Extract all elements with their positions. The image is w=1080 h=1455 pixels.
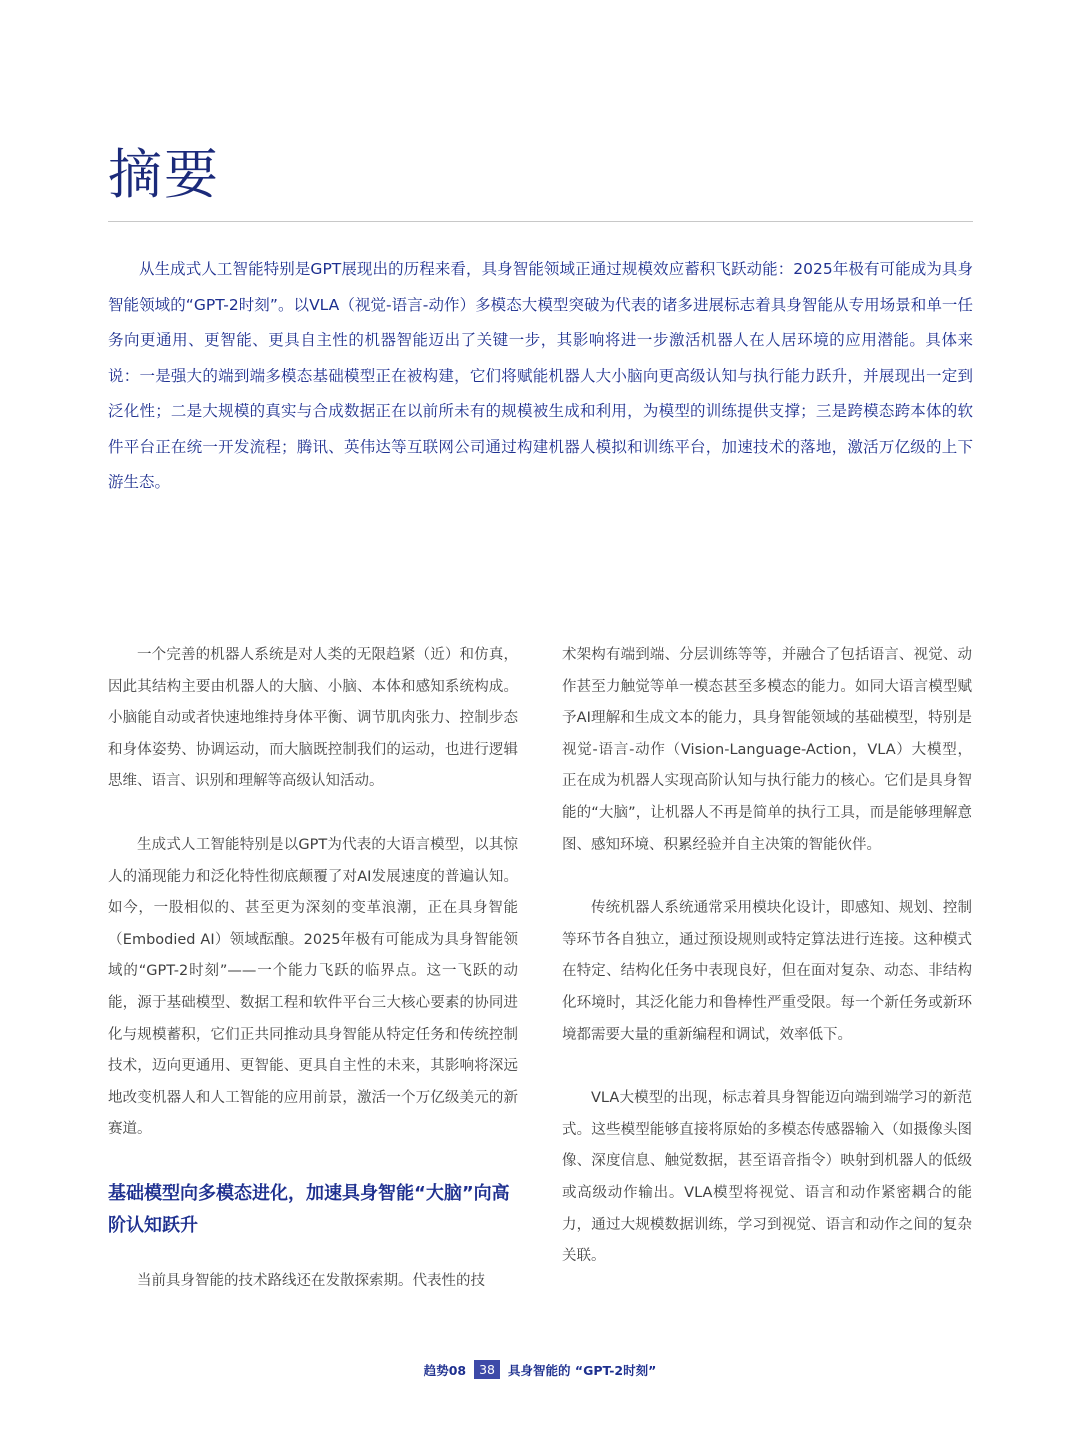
right-column (562, 640, 972, 1305)
body-paragraph: 一个完善的机器人系统是对人类的无限趋紧（近）和仿真，因此其结构主要由机器人的大脑、小脑、本体和感知系统构成。小脑能自动或者快速地维持身体平衡、调节肌肉张力、控制步态和身体姿势、协调运动，而大脑既控制我们的运动，也进行逻辑思维、语言、识别和理解等高级认知活动。 (108, 647, 518, 790)
body-paragraph: 传统机器人系统通常采用模块化设计，即感知、规划、控制等环节各自独立，通过预设规则或特定算法进行连接。这种模式在特定、结构化任务中表现良好，但在面对复杂、动态、非结构化环境时，其泛化能力和鲁棒性严重受限。每一个新任务或新环境都需要大量的重新编程和调试，效率低下。 (562, 900, 972, 1043)
body-paragraph: 术架构有端到端、分层训练等等，并融合了包括语言、视觉、动作甚至力触觉等单一模态甚至多模态的能力。如同大语言模型赋予AI理解和生成文本的能力，具身智能领域的基础模型，特别是视觉-语言-动作（Vision-Language-Action，VLA）大模型，正在成为机器人实现高阶认知与执行能力的核心。它们是具身智能的“大脑”，让机器人不再是简单的执行工具，而是能够理解意图、感知环境、积累经验并自主决策的智能伙伴。 (562, 647, 972, 853)
body-paragraph: VLA大模型的出现，标志着具身智能迈向端到端学习的新范式。这些模型能够直接将原始的多模态传感器输入（如摄像头图像、深度信息、触觉数据，甚至语音指令）映射到机器人的低级或高级动作输出。VLA模型将视觉、语言和动作紧密耦合的能力，通过大规模数据训练，学习到视觉、语言和动作之间的复杂关联。 (562, 1090, 972, 1265)
body-paragraph: 当前具身智能的技术路线还在发散探索期。代表性的技 (137, 1272, 485, 1289)
section-heading: 基础模型向多模态进化，加速具身智能“大脑”向高阶认知跃升 (108, 1182, 510, 1236)
footer-section-label: 趋势08 (423, 1362, 467, 1378)
footer-chapter-label: 具身智能的 “GPT-2时刻” (508, 1362, 657, 1378)
page-title: 摘要 (108, 143, 220, 206)
page-number-badge: 38 (474, 1360, 500, 1379)
body-paragraph: 生成式人工智能特别是以GPT为代表的大语言模型，以其惊人的涌现能力和泛化特性彻底颠覆了对AI发展速度的普遍认知。如今，一股相似的、甚至更为深刻的变革浪潮，正在具身智能（Embodied AI）领域酝酿。2025年极有可能成为具身智能领域的“GPT-2时刻”——一个能力飞跃的临界点。这一飞跃的动能，源于基础模型、数据工程和软件平台三大核心要素的协同进化与规模蓄积，它们正共同推动具身智能从特定任务和传统控制技术，迈向更通用、更智能、更具自主性的未来，其影响将深远地改变机器人和人工智能的应用前景，激活一个万亿级美元的新赛道。 (108, 836, 518, 1138)
left-column (108, 640, 518, 1330)
title-divider (108, 221, 973, 222)
page-footer (0, 1360, 1080, 1379)
abstract-paragraph: 从生成式人工智能特别是GPT展现出的历程来看，具身智能领域正通过规模效应蓄积飞跃动能：2025年极有可能成为具身智能领域的“GPT-2时刻”。以VLA（视觉-语言-动作）多模态大模型突破为代表的诸多进展标志着具身智能从专用场景和单一任务向更通用、更智能、更具自主性的机器智能迈出了关键一步，其影响将进一步激活机器人在人居环境的应用潜能。具体来说：一是强大的端到端多模态基础模型正在被构建，它们将赋能机器人大小脑向更高级认知与执行能力跃升，并展现出一定到泛化性；二是大规模的真实与合成数据正在以前所未有的规模被生成和利用，为模型的训练提供支撑；三是跨模态跨本体的软件平台正在统一开发流程；腾讯、英伟达等互联网公司通过构建机器人模拟和训练平台，加速技术的落地，激活万亿级的上下游生态。 (108, 260, 973, 491)
